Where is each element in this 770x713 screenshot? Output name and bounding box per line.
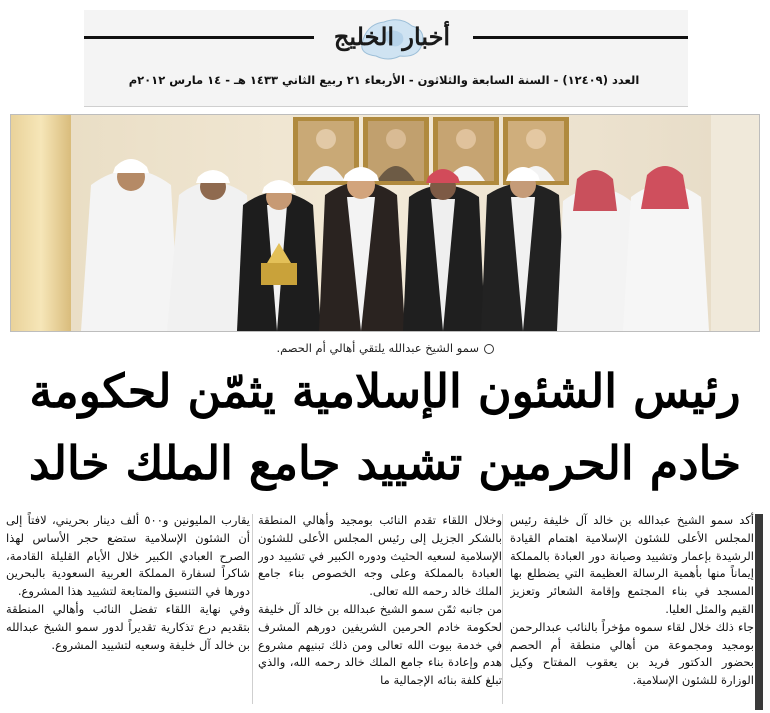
column-divider [502, 514, 503, 704]
logo-text: أخبار الخليج [333, 22, 451, 51]
photo-caption [90, 341, 494, 355]
issue-line: العدد (١٢٤٠٩) - السنة السابعة والثلاثون - الأربعاء ٢١ ربيع الثاني ١٤٣٣ هـ - ١٤ مارس ٢٠١٢م [128, 73, 640, 87]
column-divider [252, 514, 253, 704]
group-photo [10, 114, 760, 332]
article-column-2 [258, 512, 502, 708]
paragraph: من جانبه ثمّن سمو الشيخ عبدالله بن خالد آل خليفة لحكومة خادم الحرمين الشريفين دورهم المشرف في خدمة بيوت الله تعالى ومن ذلك تبنيهم مشروع هدم وإعادة بناء جامع الملك خالد رحمه الله، والذي تبلغ كلفة بنائه الإجمالية ما [258, 601, 502, 688]
paragraph: أكد سمو الشيخ عبدالله بن خالد آل خليفة رئيس المجلس الأعلى للشئون الإسلامية اهتمام القيادة الرشيدة بإعمار وتشييد وصيانة دور العبادة بالمملكة إيماناً منها بأهمية الرسالة العظيمة التي يضطلع بها المسجد في بناء المجتمع وإقامة الشعائر وتعزيز القيم والمثل العليا. [510, 513, 754, 616]
article-column-1 [510, 512, 754, 708]
masthead-rule-right [473, 36, 688, 39]
headline-line-1: رئيس الشئون الإسلامية يثمّن لحكومة [29, 364, 741, 418]
paragraph: وفي نهاية اللقاء تفضل النائب وأهالي المنطقة بتقديم درع تذكارية تقديراً لدور سمو الشيخ عبدالله بن خالد آل خليفة وسعيه لتشييد المشروع. [6, 601, 250, 652]
paragraph: يقارب المليونين و٥٠٠ ألف دينار بحريني، لافتاً إلى أن الشئون الإسلامية ستضع حجر الأساس لهذا الصرح العبادي الكبير خلال الأيام القليلة القادمة، شاكراً لسفارة المملكة العربية السعودية بالبحرين دورها في التنسيق والمتابعة لتشييد هذا المشروع. [6, 513, 250, 599]
headline-line-2: خادم الحرمين تشييد جامع الملك خالد [28, 436, 742, 490]
page-edge-bar [755, 514, 763, 710]
newspaper-logo [322, 10, 462, 68]
masthead [84, 10, 688, 107]
photo-illustration [11, 115, 759, 331]
paragraph: جاء ذلك خلال لقاء سموه مؤخراً بالنائب عبدالرحمن بومجيد ومجموعة من أهالي منطقة أم الحصم بحضور الدكتور فريد بن يعقوب المفتاح وكيل الوزارة للشئون الإسلامية. [510, 619, 754, 688]
paragraph: وخلال اللقاء تقدم النائب بومجيد وأهالي المنطقة بالشكر الجزيل إلى رئيس المجلس الأعلى للشئون الإسلامية لسعيه الحثيث ودوره الكبير في تشييد دور العبادة بالمملكة وعلى وجه الخصوص بناء جامع الملك خالد رحمه الله تعالى. [258, 513, 502, 599]
caption-bullet-icon [484, 344, 494, 354]
caption-text: سمو الشيخ عبدالله يلتقي أهالي أم الحصم. [276, 341, 479, 355]
masthead-rule-left [84, 36, 314, 39]
article-column-3 [6, 512, 250, 708]
